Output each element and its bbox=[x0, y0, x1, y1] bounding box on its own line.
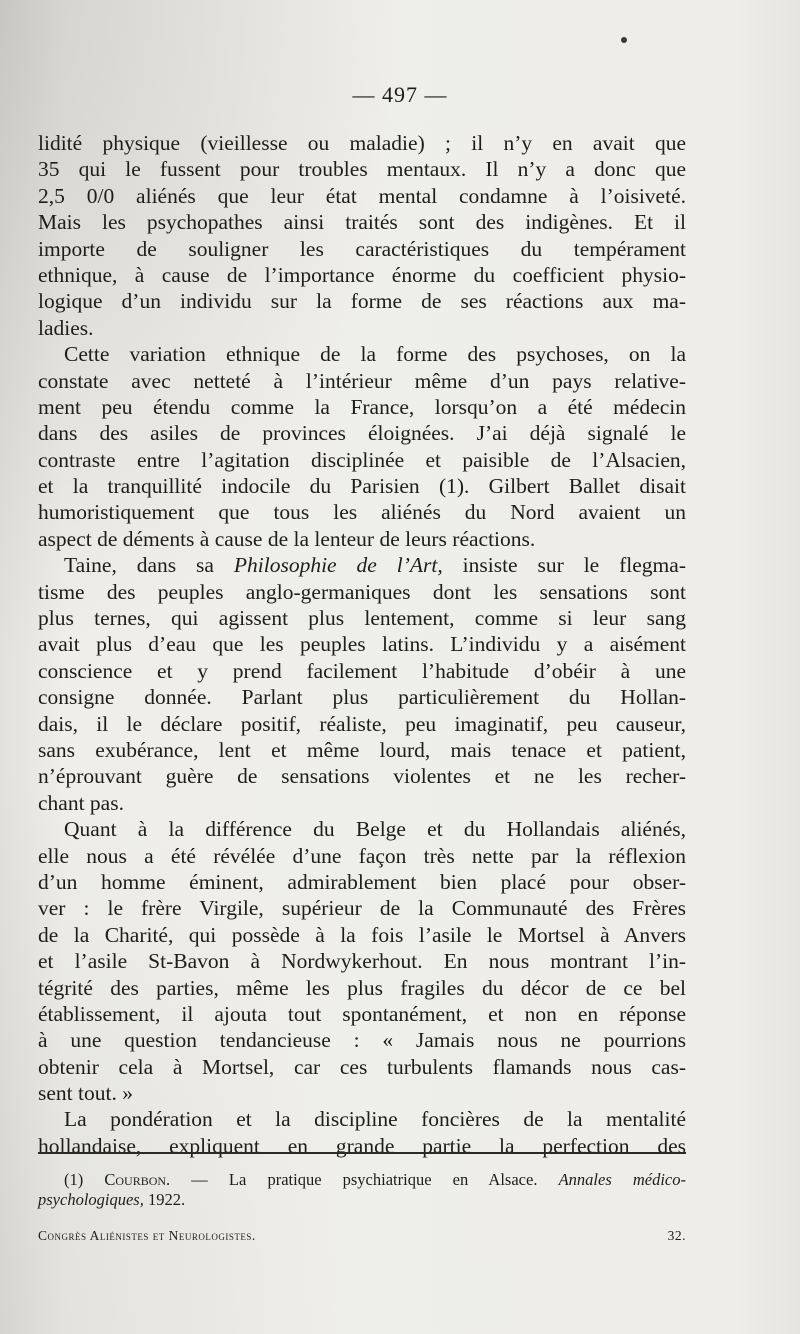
text-line: Quant à la différence du Belge et du Hollandais aliénés, bbox=[64, 817, 686, 842]
text-line: elle nous a été révélée d’une façon très nette par la réflexion bbox=[38, 843, 686, 868]
text-line: de la Charité, qui possède à la fois l’asile le Mortsel à Anvers bbox=[38, 922, 686, 947]
italic-title: Philosophie de l’Art, bbox=[233, 553, 443, 578]
text-line: constate avec netteté à l’intérieur même d’un pays relative- bbox=[38, 368, 686, 393]
text-line: tégrité des parties, même les plus fragiles du décor de ce bel bbox=[38, 975, 686, 1000]
text-line: importe de souligner les caractéristiques du tempérament bbox=[38, 236, 686, 261]
text-line: conscience et y prend facilement l’habitude d’obéir à une bbox=[38, 658, 686, 683]
sheet-number: 32. bbox=[667, 1228, 686, 1243]
text-line: lidité physique (vieillesse ou maladie) ; il n’y en avait que bbox=[38, 131, 686, 155]
italic-title: Annales médico- bbox=[558, 1170, 686, 1189]
body-text bbox=[38, 130, 686, 1159]
text-line: La pondération et la discipline foncières de la mentalité bbox=[64, 1107, 686, 1132]
text-line: à une question tendancieuse : « Jamais nous ne pourrions bbox=[38, 1028, 686, 1053]
footnote-rule bbox=[38, 1152, 686, 1154]
italic-title: psychologiques, bbox=[38, 1190, 144, 1209]
text-line: contraste entre l’agitation disciplinée et paisible de l’Alsacien, bbox=[38, 447, 686, 472]
text-line: consigne donnée. Parlant plus particulièrement du Hollan- bbox=[38, 685, 686, 710]
text-line: établissement, il ajouta tout spontanément, et non en réponse bbox=[38, 1001, 686, 1026]
text-line: et la tranquillité indocile du Parisien (1). Gilbert Ballet disait bbox=[38, 474, 686, 499]
text-line: avait plus d’eau que les peuples latins. L’individu y a aisément bbox=[38, 632, 686, 657]
text-line: chant pas. bbox=[38, 790, 124, 815]
footnote-line: psychologiques, 1922. bbox=[38, 1190, 186, 1209]
text-line: ethnique, à cause de l’importance énorme du coefficient physio- bbox=[38, 262, 686, 287]
text-line: 2,5 0/0 aliénés que leur état mental condamne à l’oisiveté. bbox=[38, 183, 686, 208]
text-line: n’éprouvant guère de sensations violentes et ne les recher- bbox=[38, 764, 686, 789]
paragraph bbox=[38, 816, 686, 1106]
text-line: plus ternes, qui agissent plus lentement, comme si leur sang bbox=[38, 606, 686, 631]
text-line: sent tout. » bbox=[38, 1081, 133, 1106]
ink-speck bbox=[621, 37, 627, 43]
paragraph bbox=[38, 130, 686, 341]
text-line: 35 qui le fussent pour troubles mentaux. Il n’y a donc que bbox=[38, 157, 686, 182]
text-line: obtenir cela à Mortsel, car ces turbulents flamands nous cas- bbox=[38, 1054, 686, 1079]
text-line: dais, il le déclare positif, réaliste, peu imaginatif, peu causeur, bbox=[38, 711, 686, 736]
text-line: hollandaise, expliquent en grande partie la perfection des bbox=[38, 1133, 686, 1158]
text-line: ment peu étendu comme la France, lorsqu’on a été médecin bbox=[38, 394, 686, 419]
footnote-line: (1) Courbon. — La pratique psychiatrique en Alsace. Annales médico- bbox=[64, 1170, 686, 1189]
text-line: aspect de déments à cause de la lenteur de leurs réactions. bbox=[38, 526, 536, 551]
text-line: Mais les psychopathes ainsi traités sont des indigènes. Et il bbox=[38, 210, 686, 235]
text-line: tisme des peuples anglo-germaniques dont les sensations sont bbox=[38, 579, 686, 604]
signature-mark: Congrès Aliénistes et Neurologistes. bbox=[38, 1228, 256, 1243]
text-line: Taine, dans sa Philosophie de l’Art, insiste sur le flegma- bbox=[64, 553, 686, 578]
page-footer bbox=[38, 1228, 686, 1244]
text-line: sans exubérance, lent et même lourd, mais tenace et patient, bbox=[38, 737, 686, 762]
text-line: humoristiquement que tous les aliénés du Nord avaient un bbox=[38, 500, 686, 525]
text-line: dans des asiles de provinces éloignées. J’ai déjà signalé le bbox=[38, 421, 686, 446]
paragraph bbox=[38, 552, 686, 816]
page-number: — 497 — bbox=[352, 82, 448, 107]
text-line: ver : le frère Virgile, supérieur de la Communauté des Frères bbox=[38, 896, 686, 921]
paragraph bbox=[38, 341, 686, 552]
text-line: et l’asile St-Bavon à Nordwykerhout. En nous montrant l’in- bbox=[38, 949, 686, 974]
text-line: d’un homme éminent, admirablement bien placé pour obser- bbox=[38, 869, 686, 894]
text-line: logique d’un individu sur la forme de ses réactions aux ma- bbox=[38, 289, 686, 314]
text-line: Cette variation ethnique de la forme des psychoses, on la bbox=[64, 342, 686, 367]
footnote bbox=[38, 1170, 686, 1210]
text-line: ladies. bbox=[38, 315, 94, 340]
author-name: Courbon. bbox=[104, 1170, 171, 1189]
